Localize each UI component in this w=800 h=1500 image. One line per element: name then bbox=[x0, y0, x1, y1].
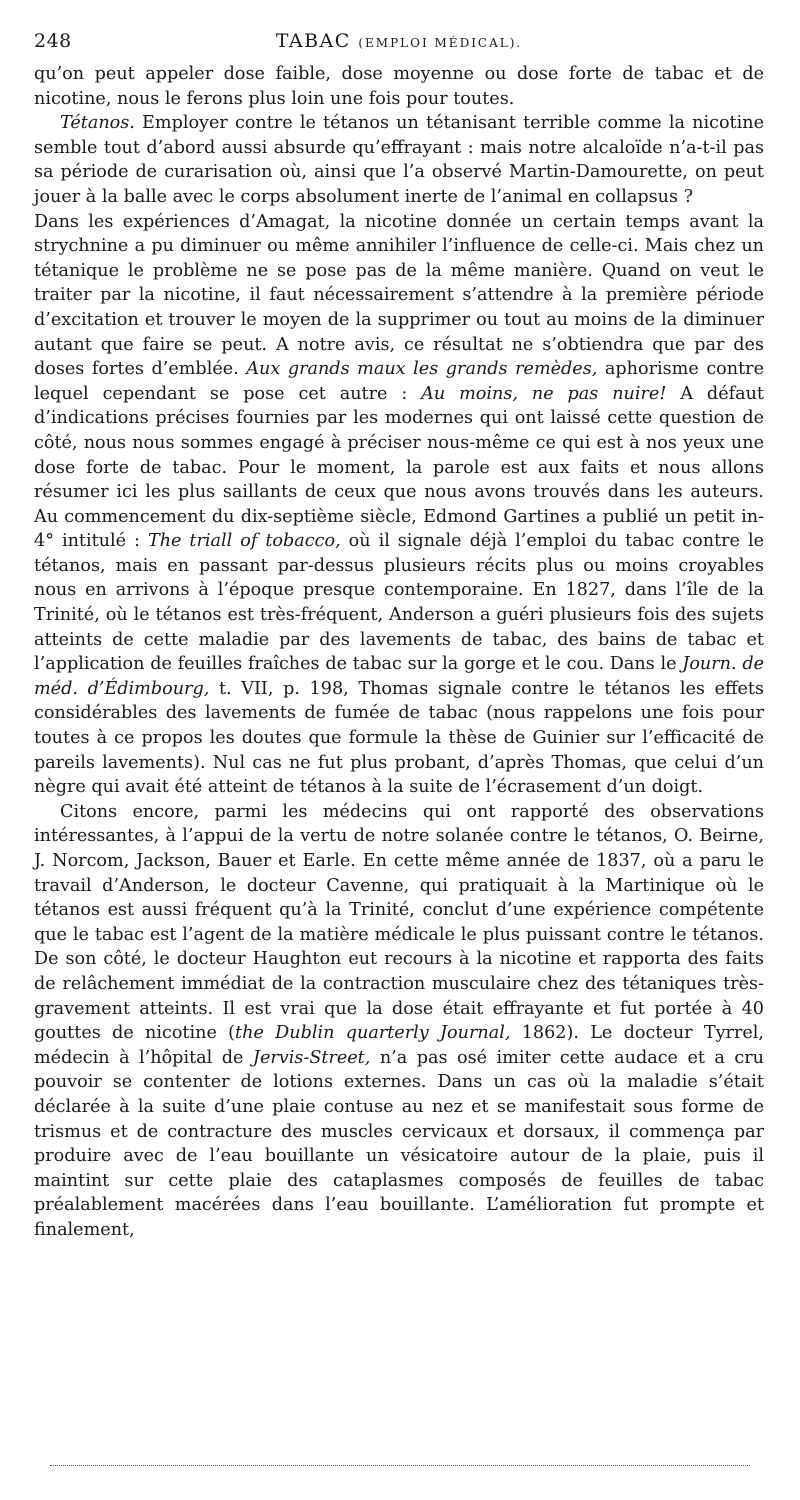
page-number: 248 bbox=[34, 30, 72, 52]
text-run: 1862). Le docteur Tyrrel, médecin à l’hôpital de bbox=[34, 1023, 764, 1068]
running-title-main: TABAC bbox=[275, 30, 351, 52]
paragraph bbox=[34, 800, 764, 1243]
italic-text: Journ. de méd. d’Édimbourg, bbox=[34, 654, 764, 699]
text-run: A défaut d’indications précises fournies par les modernes qui ont laissé cette question de côté, nous nous sommes engagé à préciser nous-même ce qui est à nos yeux une dose forte de tabac. Pour le moment, la parole est aux faits et nous allons résumer ici les plus saillants de ceux que nous avons trouvés dans les auteurs. Au commencement du dix-septième siècle, Edmond Gartines a publié un petit in-4° intitulé : bbox=[34, 383, 765, 552]
text-run: où il signale déjà l’emploi du tabac contre le tétanos, mais en passant par-dessus plusieurs récits plus ou moins croyables nous en arrivons à l’époque presque contemporaine. En 1827, dans l’île de la Trinité, où le tétanos est très-fréquent, Anderson a guéri plusieurs fois des sujets atteints de cette maladie par des lavements de tabac, des bains de tabac et l’application de feuilles fraîches de tabac sur la gorge et le cou. Dans le bbox=[34, 531, 764, 675]
running-title bbox=[34, 30, 764, 52]
text-run: Employer contre le tétanos un tétanisant terrible comme la nicotine semble tout d’abord aussi absurde qu’effrayant : mais notre alcaloïde n’a-t-il pas sa période de curarisation où, ainsi que l’a observé Martin-Damourette, on peut jouer à la balle avec le corps absolument inerte de l’animal en collapsus ? bbox=[34, 113, 764, 207]
italic-text: The triall of tobacco, bbox=[147, 531, 341, 552]
italic-text: the Dublin quarterly Journal, bbox=[235, 1023, 511, 1044]
text-run: Dans les expériences d’Amagat, la nicotine donnée un certain temps avant la strychnine a pu diminuer ou même annihiler l’influence de celle-ci. Mais chez un tétanique le problème ne se pose pas de la même manière. Quand on veut le traiter par la nicotine, il faut nécessairement s’attendre à la première période d’excitation et trouver le moyen de la supprimer ou tout au moins de la diminuer autant que faire se peut. A notre avis, ce résultat ne s’obtiendra que par des doses fortes d’emblée. bbox=[34, 211, 764, 380]
running-title-sub: (EMPLOI MÉDICAL). bbox=[358, 36, 523, 50]
italic-text: Aux grands maux les grands remèdes, bbox=[246, 359, 598, 380]
italic-text: Au moins, ne pas nuire! bbox=[421, 383, 667, 404]
text-run: n’a pas osé imiter cette audace et a cru pouvoir se contenter de lotions externes. Dans un cas où la maladie s’était déclarée à la suite d’une plaie contuse au nez et se manifestait sous forme de trismus et de contracture des muscles cervicaux et dorsaux, il commença par produire avec de l’eau bouillante un vésicatoire autour de la plaie, puis il maintint sur cette plaie des cataplasmes composés de feuilles de tabac préalablement macérées dans l’eau bouillante. L’amélioration fut prompte et finalement, bbox=[34, 1047, 764, 1240]
text-run: qu’on peut appeler dose faible, dose moyenne ou dose forte de tabac et de nicotine, nous le ferons plus loin une fois pour toutes. bbox=[34, 64, 764, 109]
text-run: Citons encore, parmi les médecins qui ont rapporté des observations intéressantes, à l’appui de la vertu de notre solanée contre le tétanos, O. Beirne, J. Norcom, Jackson, Bauer et Earle. En cette même année de 1837, où a paru le travail d’Anderson, le docteur Cavenne, qui pratiquait à la Martinique où le tétanos est aussi fréquent qu’à la Trinité, conclut d’une expérience compétente que le tabac est l’agent de la matière médicale le plus puissant contre le tétanos. De son côté, le docteur Haughton eut recours à la nicotine et rapporta des faits de relâchement immédiat de la contraction musculaire chez des tétaniques très-gravement atteints. Il est vrai que la dose était effrayante et fut portée à 40 gouttes de nicotine ( bbox=[34, 801, 764, 1044]
footer-dotted-rule bbox=[50, 1465, 750, 1466]
body-text bbox=[34, 62, 764, 1243]
text-run: t. VII, p. 198, Thomas signale contre le tétanos les effets considérables des lavements de fumée de tabac (nous rappelons une fois pour toutes à ce propos les doutes que formule la thèse de Guinier sur l’efficacité de pareils lavements). Nul cas ne fut plus probant, d’après Thomas, que celui d’un nègre qui avait été atteint de tétanos à la suite de l’écrasement d’un doigt. bbox=[34, 678, 764, 798]
running-head bbox=[34, 28, 764, 62]
paragraph bbox=[34, 210, 764, 800]
text-run: aphorisme contre lequel cependant se pose cet autre : bbox=[34, 359, 764, 404]
paragraph bbox=[34, 62, 764, 111]
italic-text: Jervis-Street, bbox=[252, 1047, 371, 1068]
italic-text: Tétanos. bbox=[60, 113, 135, 134]
paragraph bbox=[34, 111, 764, 209]
book-page bbox=[34, 28, 764, 1243]
